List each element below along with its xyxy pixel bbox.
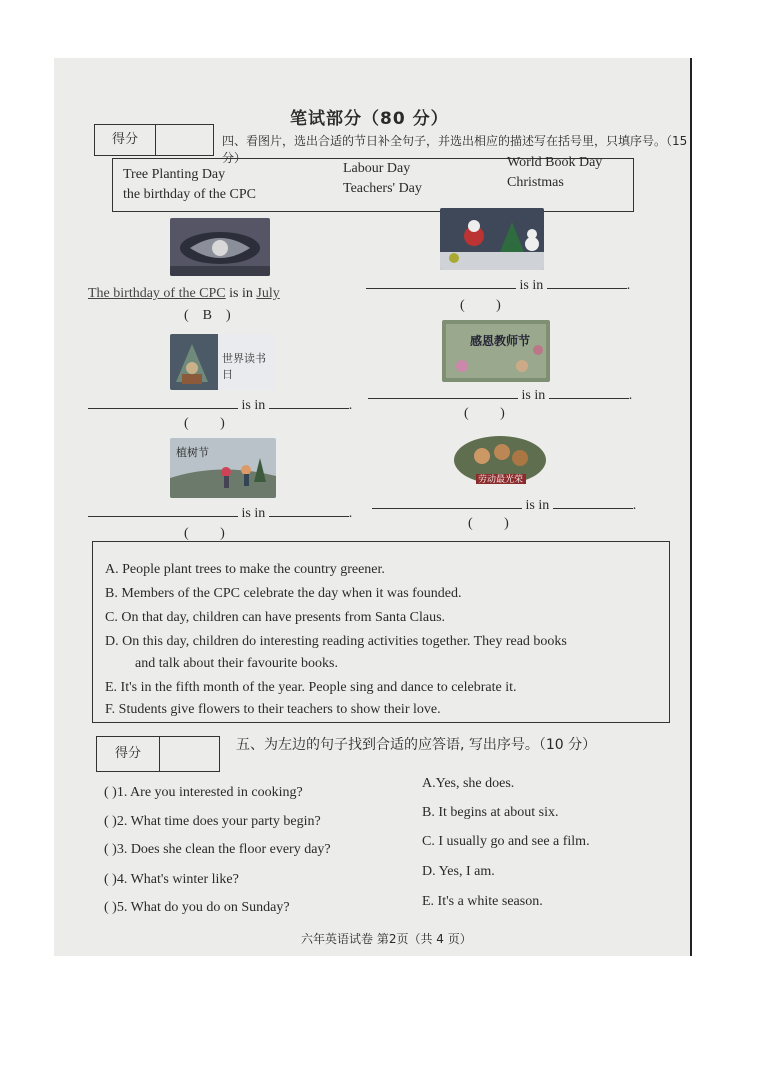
bank-item: World Book Day bbox=[507, 155, 603, 170]
answer-paren[interactable]: ( ) bbox=[460, 298, 501, 313]
holiday-blank[interactable] bbox=[366, 276, 516, 289]
question-1[interactable]: ( )1. Are you interested in cooking? bbox=[104, 785, 303, 800]
teachers-day-picture bbox=[442, 320, 550, 382]
is-in-text: is in bbox=[519, 278, 544, 293]
labour-day-picture bbox=[452, 432, 548, 488]
option-c: C. On that day, children can have presents from Santa Claus. bbox=[105, 610, 446, 625]
question-3[interactable]: ( )3. Does she clean the floor every day? bbox=[104, 842, 331, 857]
bank-item: the birthday of the CPC bbox=[123, 187, 256, 202]
example-month: July bbox=[256, 286, 280, 301]
teachers-day-sentence: is in . bbox=[368, 386, 632, 404]
is-in-text: is in bbox=[525, 498, 550, 513]
holiday-blank[interactable] bbox=[368, 386, 518, 399]
question-5[interactable]: ( )5. What do you do on Sunday? bbox=[104, 900, 290, 915]
response-d: D. Yes, I am. bbox=[422, 864, 495, 879]
exam-page bbox=[54, 58, 692, 956]
response-c: C. I usually go and see a film. bbox=[422, 834, 590, 849]
option-e: E. It's in the fifth month of the year. People sing and dance to celebrate it. bbox=[105, 680, 517, 695]
question-2[interactable]: ( )2. What time does your party begin? bbox=[104, 814, 321, 829]
holiday-blank[interactable] bbox=[372, 496, 522, 509]
bank-item: Labour Day bbox=[343, 161, 411, 176]
month-blank[interactable] bbox=[269, 396, 349, 409]
is-in-text: is in bbox=[241, 398, 266, 413]
example-answer: B bbox=[202, 308, 213, 323]
option-f: F. Students give flowers to their teachers to show their love. bbox=[105, 702, 441, 717]
example-sentence bbox=[88, 286, 280, 302]
option-d-continued: and talk about their favourite books. bbox=[135, 656, 338, 671]
world-book-day-picture bbox=[170, 334, 276, 390]
is-in-text: is in bbox=[521, 388, 546, 403]
tree-planting-day-picture bbox=[170, 438, 276, 498]
month-blank[interactable] bbox=[549, 386, 629, 399]
description-options-box bbox=[92, 541, 670, 723]
option-a: A. People plant trees to make the country greener. bbox=[105, 562, 385, 577]
holiday-word-bank bbox=[112, 155, 634, 212]
holiday-blank[interactable] bbox=[88, 504, 238, 517]
example-holiday: The birthday of the CPC bbox=[88, 286, 226, 301]
page-footer: 六年英语试卷 第2页（共 4 页） bbox=[301, 932, 472, 946]
score-label: 得分 bbox=[95, 125, 156, 155]
picture-caption: 感恩教师节 bbox=[470, 334, 531, 348]
score-box-section4 bbox=[94, 124, 214, 156]
bank-item: Tree Planting Day bbox=[123, 167, 226, 182]
christmas-picture bbox=[440, 208, 544, 270]
response-b: B. It begins at about six. bbox=[422, 805, 559, 820]
book-day-sentence: is in . bbox=[88, 396, 352, 414]
bank-item: Teachers' Day bbox=[343, 181, 422, 196]
bank-item: Christmas bbox=[507, 175, 564, 190]
christmas-sentence: is in . bbox=[366, 276, 630, 294]
month-blank[interactable] bbox=[553, 496, 633, 509]
is-in-text: is in bbox=[241, 506, 266, 521]
answer-paren[interactable]: ( ) bbox=[184, 416, 225, 431]
section5-instruction: 五、为左边的句子找到合适的应答语, 写出序号。（10 分） bbox=[236, 737, 597, 753]
picture-caption: 植树节 bbox=[176, 446, 209, 459]
cpc-birthday-picture bbox=[170, 218, 270, 276]
answer-paren[interactable]: ( ) bbox=[184, 526, 225, 541]
option-d: D. On this day, children do interesting reading activities together. They read books bbox=[105, 634, 567, 649]
response-e: E. It's a white season. bbox=[422, 894, 543, 909]
response-a: A.Yes, she does. bbox=[422, 776, 515, 791]
holiday-blank[interactable] bbox=[88, 396, 238, 409]
month-blank[interactable] bbox=[547, 276, 627, 289]
picture-caption: 劳动最光荣 bbox=[478, 475, 524, 485]
option-b: B. Members of the CPC celebrate the day when it was founded. bbox=[105, 586, 462, 601]
is-in-text: is in bbox=[229, 286, 253, 301]
page-title: 笔试部分（80 分） bbox=[290, 109, 449, 129]
example-answer-paren: ( B ) bbox=[184, 308, 231, 323]
answer-paren[interactable]: ( ) bbox=[464, 406, 505, 421]
picture-caption: 世界读书日 bbox=[222, 352, 266, 381]
month-blank[interactable] bbox=[269, 504, 349, 517]
question-4[interactable]: ( )4. What's winter like? bbox=[104, 872, 239, 887]
score-box-section5 bbox=[96, 736, 220, 772]
score-label: 得分 bbox=[97, 737, 160, 771]
labour-day-sentence: is in . bbox=[372, 496, 636, 514]
answer-paren[interactable]: ( ) bbox=[468, 516, 509, 531]
section4-instruction: 四、看图片，选出合适的节日补全句子，并选出相应的描述写在括号里，只填序号。（15 分） bbox=[222, 134, 688, 165]
tree-day-sentence: is in . bbox=[88, 504, 352, 522]
